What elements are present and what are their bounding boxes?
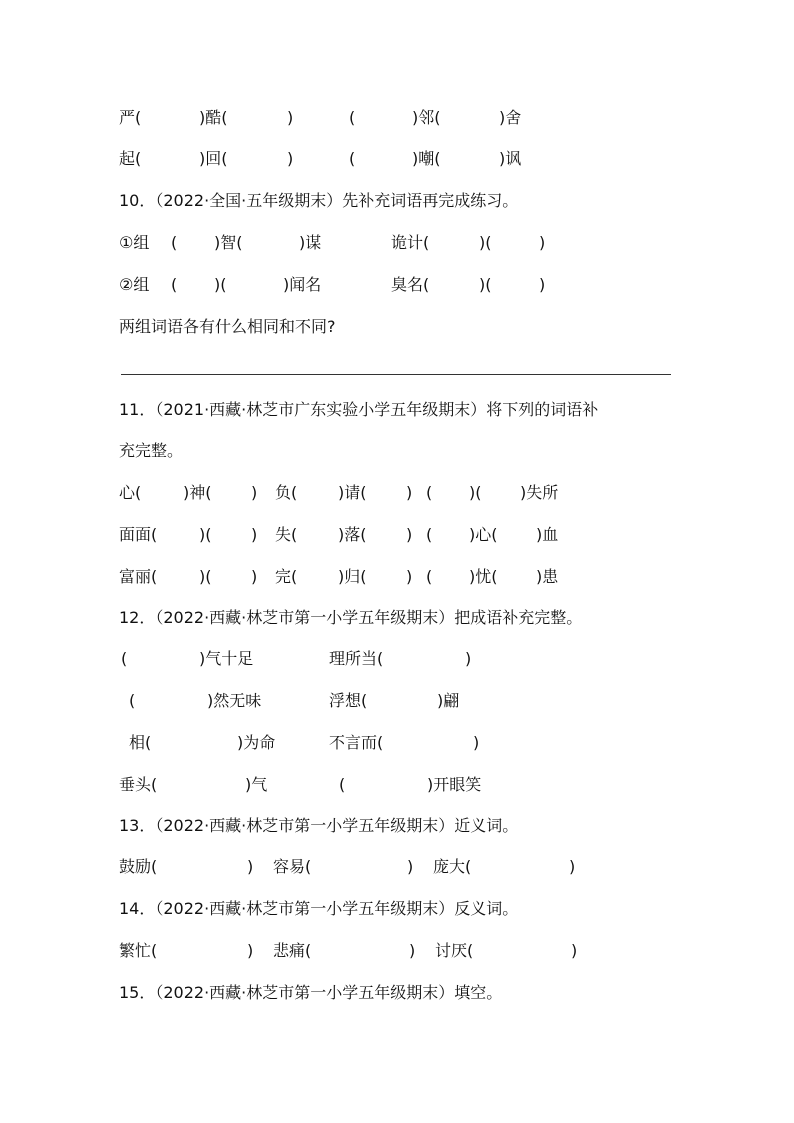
row2-seg-e: )嘲( [412, 149, 441, 168]
row2-seg-a: 起( [119, 149, 142, 168]
q14-row [0, 939, 578, 963]
answer-line[interactable] [121, 374, 671, 375]
q10-l2-c: )( [214, 275, 227, 294]
row2-seg-c: ) [287, 149, 294, 168]
q10-l1-f: )( [479, 233, 492, 252]
q12-row-1 [0, 647, 472, 671]
row1-seg-d: ( [349, 108, 356, 127]
q11-row-2 [0, 523, 559, 547]
row1-seg-b: )酷( [199, 108, 228, 127]
q11-r1-c: ) [251, 483, 258, 502]
q11-r3-b: )( [199, 567, 212, 586]
q11-row-1 [0, 481, 559, 505]
q12-row-2 [0, 689, 460, 713]
q14-seg-b: ) [247, 941, 254, 960]
q11-title-line-1: 11．（2021·西藏·林芝市广东实验小学五年级期末）将下列的词语补 [119, 400, 599, 419]
q12-r3-a: 相( [129, 733, 152, 752]
row2-seg-f: )讽 [499, 149, 522, 168]
q10-l1-c: )智( [214, 233, 243, 252]
q11-r2-a: 面面( [119, 525, 158, 544]
q12-r1-c: 理所当( [329, 649, 384, 668]
q11-r1-d: 负( [275, 483, 298, 502]
q11-r3-i: )患 [536, 567, 559, 586]
q11-r3-h: )忧( [469, 567, 498, 586]
q10-l2-b: ( [171, 275, 178, 294]
q11-r3-a: 富丽( [119, 567, 158, 586]
q10-group-2 [0, 273, 546, 297]
q11-row-3 [0, 565, 559, 589]
q11-r1-a: 心( [119, 483, 142, 502]
q14-seg-a: 繁忙( [119, 941, 158, 960]
q13-row [0, 855, 576, 879]
q11-r2-c: ) [251, 525, 258, 544]
q10-l1-e: 诡计( [391, 233, 430, 252]
q11-r2-f: ) [406, 525, 413, 544]
q11-r2-e: )落( [338, 525, 367, 544]
q13-seg-b: ) [247, 857, 254, 876]
q11-r2-i: )血 [536, 525, 559, 544]
q10-l1-d: )谋 [299, 233, 322, 252]
row1-seg-e: )邻( [412, 108, 441, 127]
q12-r4-c: ( [339, 775, 346, 794]
row2-seg-b: )回( [199, 149, 228, 168]
q14-seg-c: 悲痛( [273, 941, 312, 960]
q13-seg-c: 容易( [273, 857, 312, 876]
q10-l2-a: ②组 [119, 275, 150, 294]
q12-r3-d: ) [473, 733, 480, 752]
q11-title-line-2: 充完整。 [119, 441, 184, 460]
q10-prompt: 两组词语各有什么相同和不同? [119, 317, 336, 336]
row1-seg-f: )舍 [499, 108, 522, 127]
q12-title: 12．（2022·西藏·林芝市第一小学五年级期末）把成语补充完整。 [119, 608, 583, 627]
q10-l1-a: ①组 [119, 233, 150, 252]
q10-l2-f: )( [479, 275, 492, 294]
q12-r4-d: )开眼笑 [427, 775, 482, 794]
q10-l1-b: ( [171, 233, 178, 252]
q10-l2-d: )闻名 [283, 275, 322, 294]
q10-l2-e: 臭名( [391, 275, 430, 294]
q13-title: 13．（2022·西藏·林芝市第一小学五年级期末）近义词。 [119, 816, 519, 835]
q12-r3-c: 不言而( [329, 733, 384, 752]
q12-r2-b: )然无味 [207, 691, 262, 710]
q12-r4-b: )气 [245, 775, 268, 794]
row1-seg-c: ) [287, 108, 294, 127]
q13-seg-f: ) [569, 857, 576, 876]
q11-r1-g: ( [426, 483, 433, 502]
q12-row-4 [0, 773, 482, 797]
q11-r2-d: 失( [275, 525, 298, 544]
q11-r1-f: ) [406, 483, 413, 502]
q11-r3-e: )归( [338, 567, 367, 586]
q11-r3-d: 完( [275, 567, 298, 586]
q12-r2-c: 浮想( [329, 691, 368, 710]
q11-r2-h: )心( [469, 525, 498, 544]
q13-seg-e: 庞大( [433, 857, 472, 876]
q12-r2-d: )翩 [437, 691, 460, 710]
q13-seg-d: ) [407, 857, 414, 876]
q11-r1-e: )请( [338, 483, 367, 502]
q10-l1-g: ) [539, 233, 546, 252]
q12-r1-d: ) [465, 649, 472, 668]
row2-seg-d: ( [349, 149, 356, 168]
q11-r2-b: )( [199, 525, 212, 544]
row1-seg-a: 严( [119, 108, 142, 127]
q13-seg-a: 鼓励( [119, 857, 158, 876]
q12-r1-a: ( [121, 649, 128, 668]
q11-r3-f: ) [406, 567, 413, 586]
q11-r3-c: ) [251, 567, 258, 586]
q14-seg-f: ) [571, 941, 578, 960]
q11-r1-h: )( [469, 483, 482, 502]
q10-group-1 [0, 231, 546, 255]
q14-seg-e: 讨厌( [435, 941, 474, 960]
q10-title: 10．（2022·全国·五年级期末）先补充词语再完成练习。 [119, 191, 519, 210]
q12-r4-a: 垂头( [119, 775, 158, 794]
q11-r1-i: )失所 [520, 483, 559, 502]
word-row-1 [0, 106, 522, 130]
q12-r2-a: ( [129, 691, 136, 710]
word-row-2 [0, 147, 522, 171]
q12-r3-b: )为命 [237, 733, 276, 752]
q11-r1-b: )神( [183, 483, 212, 502]
q14-seg-d: ) [409, 941, 416, 960]
q11-r2-g: ( [426, 525, 433, 544]
q12-row-3 [0, 731, 480, 755]
q14-title: 14．（2022·西藏·林芝市第一小学五年级期末）反义词。 [119, 899, 519, 918]
q10-l2-g: ) [539, 275, 546, 294]
q11-r3-g: ( [426, 567, 433, 586]
q12-r1-b: )气十足 [199, 649, 254, 668]
q15-title: 15．（2022·西藏·林芝市第一小学五年级期末）填空。 [119, 983, 503, 1002]
